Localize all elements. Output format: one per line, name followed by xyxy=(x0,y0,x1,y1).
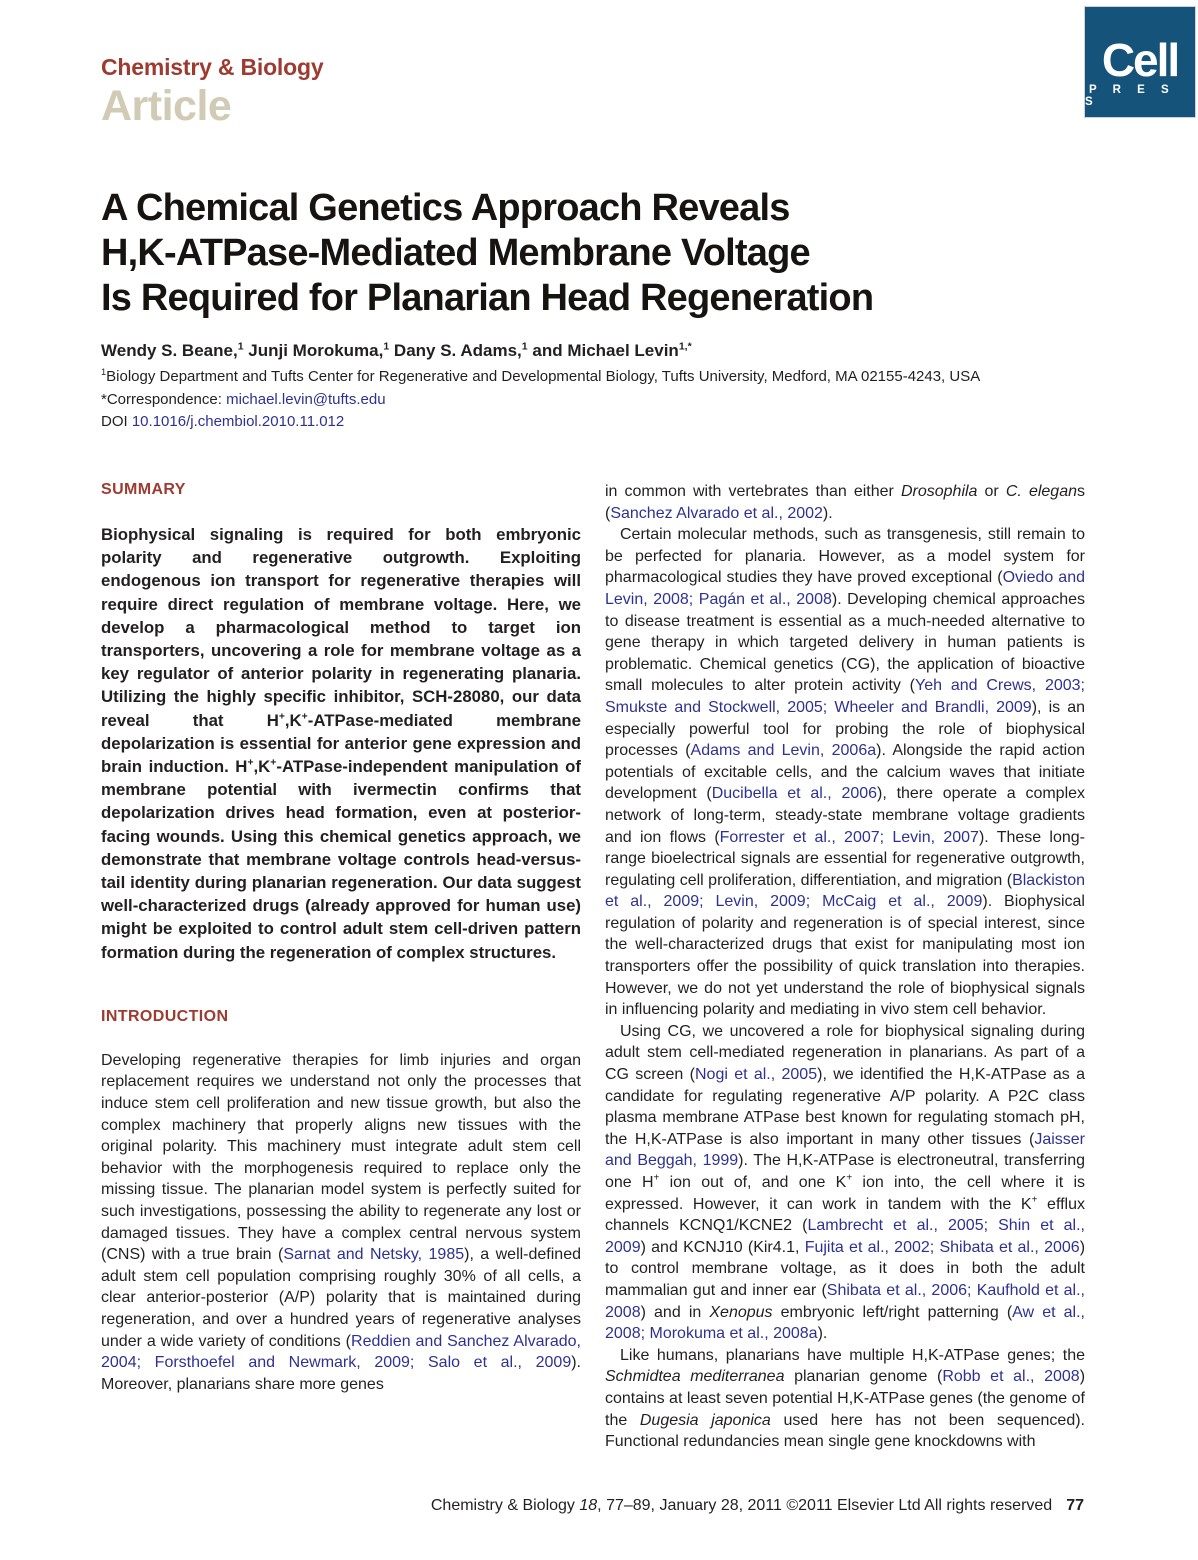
summary-paragraph xyxy=(101,523,581,964)
text-segment: , 77–89, January 28, 2011 ©2011 Elsevier Ltd All rights reserved xyxy=(597,1497,1053,1514)
two-column-body xyxy=(101,481,1085,1453)
article-type-label: Article xyxy=(101,82,232,130)
superscript: 1,* xyxy=(678,340,692,353)
text-segment: ). xyxy=(822,504,833,522)
citation-link[interactable]: Blackiston et al., 2009; Levin, 2009; McCaig et al., 2009 xyxy=(605,871,1085,911)
text-segment: Dany S. Adams, xyxy=(389,341,522,360)
body-paragraph xyxy=(605,1021,1085,1345)
citation-link[interactable]: Sanchez Alvarado et al., 2002 xyxy=(610,504,823,522)
authors-line xyxy=(101,341,1084,361)
text-segment: ), is an especially powerful tool for probing the role of biophysical processes ( xyxy=(605,698,1086,760)
text-segment: ). Moreover, planarians share more genes xyxy=(101,1354,581,1393)
text-segment: or xyxy=(977,483,1006,500)
text-segment: Certain molecular methods, such as transgenesis, still remain to be perfected for planaria. However, as a model system for pharmacological studies they have proved exceptional ( xyxy=(605,526,1085,587)
article-title xyxy=(101,186,1051,321)
text-segment: DOI xyxy=(101,413,132,430)
citation-link[interactable]: Sarnat and Netsky, 1985 xyxy=(283,1246,465,1264)
text-segment: ). xyxy=(817,1325,828,1343)
text-segment: efflux channels KCNQ1/KCNE2 ( xyxy=(605,1195,1085,1235)
text-segment: and Michael Levin xyxy=(527,341,679,360)
citation-link[interactable]: Yeh and Crews, 2003; Smukste and Stockwell, 2005; Wheeler and Brandli, 2009 xyxy=(605,677,1085,716)
text-segment: ,K xyxy=(284,710,302,730)
citation-link[interactable]: michael.levin@tufts.edu xyxy=(226,390,386,408)
text-segment: ) and in xyxy=(640,1303,710,1321)
page-footer xyxy=(431,1497,1084,1515)
introduction-heading: INTRODUCTION xyxy=(101,1007,229,1025)
left-column xyxy=(101,481,581,1453)
superscript: 1 xyxy=(101,367,107,377)
superscript: + xyxy=(270,757,277,769)
article-title-line-1: A Chemical Genetics Approach Reveals xyxy=(101,187,790,229)
doi-line xyxy=(101,411,1084,434)
journal-name: Chemistry & Biology xyxy=(101,54,324,80)
text-segment: Like humans, planarians have multiple H,K-ATPase genes; the xyxy=(620,1346,1085,1364)
text-segment: ion into, the cell where it is expressed. However, it can work in tandem with the K xyxy=(605,1174,1085,1213)
text-segment: ), a well-defined adult stem cell population comprising roughly 30% of all cells, a clear anterior-posterior (A/P) polarity that is maintained during regeneration, and over a hundred years of regenerative analyses under a wide variety of conditions ( xyxy=(101,1246,581,1350)
text-segment: used here has not been sequenced). Functional redundancies mean single gene knockdowns with xyxy=(605,1411,1085,1451)
citation-link[interactable]: Robb et al., 2008 xyxy=(942,1368,1080,1386)
text-segment: Junji Morokuma, xyxy=(243,341,384,360)
citation-link[interactable]: Shibata et al., 2006; Kaufhold et al., 2008 xyxy=(605,1281,1085,1321)
italic-text: 18 xyxy=(579,1497,598,1514)
text-segment: Developing regenerative therapies for limb injuries and organ replacement requires we understand not only the processes that induce stem cell proliferation and new tissue growth, but also the complex machinery that properly aligns new tissues with the original polarity. This machinery must integrate adult stem cell behavior with the morphogenesis required to replace only the missing tissue. The planarian model system is perfectly suited for such investigations, possessing the ability to regenerate any lost or damaged tissues. They have a complex central nervous system (CNS) with a true brain ( xyxy=(101,1051,581,1264)
masthead xyxy=(101,54,323,131)
right-column xyxy=(605,481,1085,1453)
text-segment: planarian genome ( xyxy=(784,1368,943,1386)
text-segment: ) and KCNJ10 (Kir4.1, xyxy=(640,1238,805,1256)
text-segment: Biophysical signaling is required for both embryonic polarity and regenerative outgrowth. Exploiting endogenous ion transport for regenerative therapies will require direct regulation of membrane voltage. Here, we develop a pharmacological method to target ion transporters, uncovering a role for membrane voltage as a key regulator of anterior polarity in regenerating planaria. Utilizing the highly specific inhibitor, SCH-28080, our data reveal that H xyxy=(101,525,581,730)
text-segment: ). These long-range bioelectrical signals are essential for regenerative outgrowth, regulating cell proliferation, differentiation, and migration ( xyxy=(605,828,1086,889)
text-segment: ), there operate a complex network of long-term, steady-state membrane voltage gradients and ion flows ( xyxy=(605,785,1086,846)
superscript: + xyxy=(278,711,285,723)
citation-link[interactable]: Nogi et al., 2005 xyxy=(694,1066,818,1084)
summary-heading: SUMMARY xyxy=(101,481,186,498)
text-segment: s ( xyxy=(605,483,1085,522)
text-segment: Chemistry & Biology xyxy=(430,1497,580,1514)
citation-link[interactable]: Reddien and Sanchez Alvarado, 2004; Forsthoefel and Newmark, 2009; Salo et al., 2009 xyxy=(101,1332,582,1372)
citation-link[interactable]: Lambrecht et al., 2005; Shin et al., 2009 xyxy=(605,1217,1086,1256)
text-segment: -ATPase-independent manipulation of membrane potential with ivermectin confirms that depolarization drives head formation, even at posterior-facing wounds. Using this chemical genetics approach, we demonstrate that membrane voltage controls head-versus-tail identity during planarian regeneration. Our data suggest well-characterized drugs (already approved for human use) might be exploited to control adult stem cell-driven pattern formation during the regeneration of complex structures. xyxy=(101,757,581,962)
article-title-line-3: Is Required for Planarian Head Regeneration xyxy=(101,277,874,319)
affiliation-line xyxy=(101,366,1084,389)
text-segment: ). The H,K-ATPase is electroneutral, transferring one H xyxy=(605,1152,1085,1191)
citation-link[interactable]: Aw et al., 2008; Morokuma et al., 2008a xyxy=(605,1303,1085,1343)
superscript: 1 xyxy=(383,340,390,353)
text-segment: *Correspondence: xyxy=(101,390,227,408)
correspondence-line xyxy=(101,389,1084,412)
text-segment: Biology Department and Tufts Center for Regenerative and Developmental Biology, Tufts University, Medford, MA 02155-4243, USA xyxy=(106,368,981,385)
cell-press-logo xyxy=(1084,6,1196,118)
text-segment: ). Developing chemical approaches to disease treatment is essential as a much-needed alternative to gene therapy in which targeted delivery in human patients is problematic. Chemical genetics (CG), the application of bioactive small molecules to alter protein activity ( xyxy=(605,590,1085,695)
cell-logo-wordmark: Cell xyxy=(1101,33,1179,86)
superscript: 1 xyxy=(521,340,528,353)
citation-link[interactable]: 10.1016/j.chembiol.2010.11.012 xyxy=(131,413,345,430)
text-segment: ). Alongside the rapid action potentials of excitable cells, and the calcium waves that initiate development ( xyxy=(605,742,1085,803)
text-segment: ion out of, and one K xyxy=(659,1174,847,1191)
citation-link[interactable]: Jaisser and Beggah, 1999 xyxy=(605,1130,1085,1170)
body-paragraph xyxy=(605,481,1085,524)
superscript: + xyxy=(247,757,254,769)
citation-link[interactable]: Ducibella et al., 2006 xyxy=(711,785,878,803)
article-title-line-2: H,K-ATPase-Mediated Membrane Voltage xyxy=(101,232,810,274)
italic-text: Schmidtea mediterranea xyxy=(605,1368,785,1386)
text-segment: embryonic left/right patterning ( xyxy=(772,1303,1013,1321)
superscript: + xyxy=(846,1172,853,1184)
citation-link[interactable]: Adams and Levin, 2006a xyxy=(690,742,877,760)
body-paragraph xyxy=(605,1345,1085,1453)
text-segment: ), we identified the H,K-ATPase as a candidate for regulating regenerative A/P polarity. A P2C class plasma membrane ATPase best known for regulating stomach pH, the H,K-ATPase is also important in many other tissues ( xyxy=(605,1066,1086,1148)
text-segment: -ATPase-mediated membrane depolarization is essential for anterior gene expression and brain induction. H xyxy=(101,710,581,777)
italic-text: C. elegan xyxy=(1005,483,1077,500)
text-segment: ). Biophysical regulation of polarity and regeneration is of special interest, since the well-characterized drugs that exist for manipulating most ion transporters offer the possibility of quick translation into therapies. However, we do not yet understand the role of biophysical signals in influencing polarity and mediating in vivo stem cell behavior. xyxy=(605,893,1085,1019)
byline-block xyxy=(101,341,1084,434)
superscript: + xyxy=(1031,1194,1038,1206)
italic-text: Dugesia japonica xyxy=(639,1411,771,1429)
italic-text: Drosophila xyxy=(900,483,978,500)
superscript: 1 xyxy=(237,340,244,353)
superscript: + xyxy=(653,1172,660,1184)
introduction-paragraph xyxy=(101,1050,581,1396)
superscript: + xyxy=(301,711,308,723)
citation-link[interactable]: Oviedo and Levin, 2008; Pagán et al., 2008 xyxy=(605,569,1085,608)
text-segment: Wendy S. Beane, xyxy=(101,341,238,360)
citation-link[interactable]: Fujita et al., 2002; Shibata et al., 2006 xyxy=(804,1238,1080,1256)
body-paragraph xyxy=(605,524,1085,1021)
cell-logo-press-label: P R E S S xyxy=(1085,84,1176,108)
text-segment: ) to control membrane voltage, as it does in both the adult mammalian gut and inner ear ( xyxy=(605,1238,1086,1299)
text-segment: Using CG, we uncovered a role for biophysical signaling during adult stem cell-mediated regeneration in planarians. As part of a CG screen ( xyxy=(605,1022,1085,1084)
text-segment: ) contains at least seven potential H,K-ATPase genes (the genome of the xyxy=(605,1368,1086,1429)
page-number: 77 xyxy=(1066,1497,1084,1514)
text-segment: in common with vertebrates than either xyxy=(605,483,901,500)
citation-link[interactable]: Forrester et al., 2007; Levin, 2007 xyxy=(719,828,979,846)
italic-text: Xenopus xyxy=(709,1303,773,1321)
text-segment: ,K xyxy=(253,757,271,777)
